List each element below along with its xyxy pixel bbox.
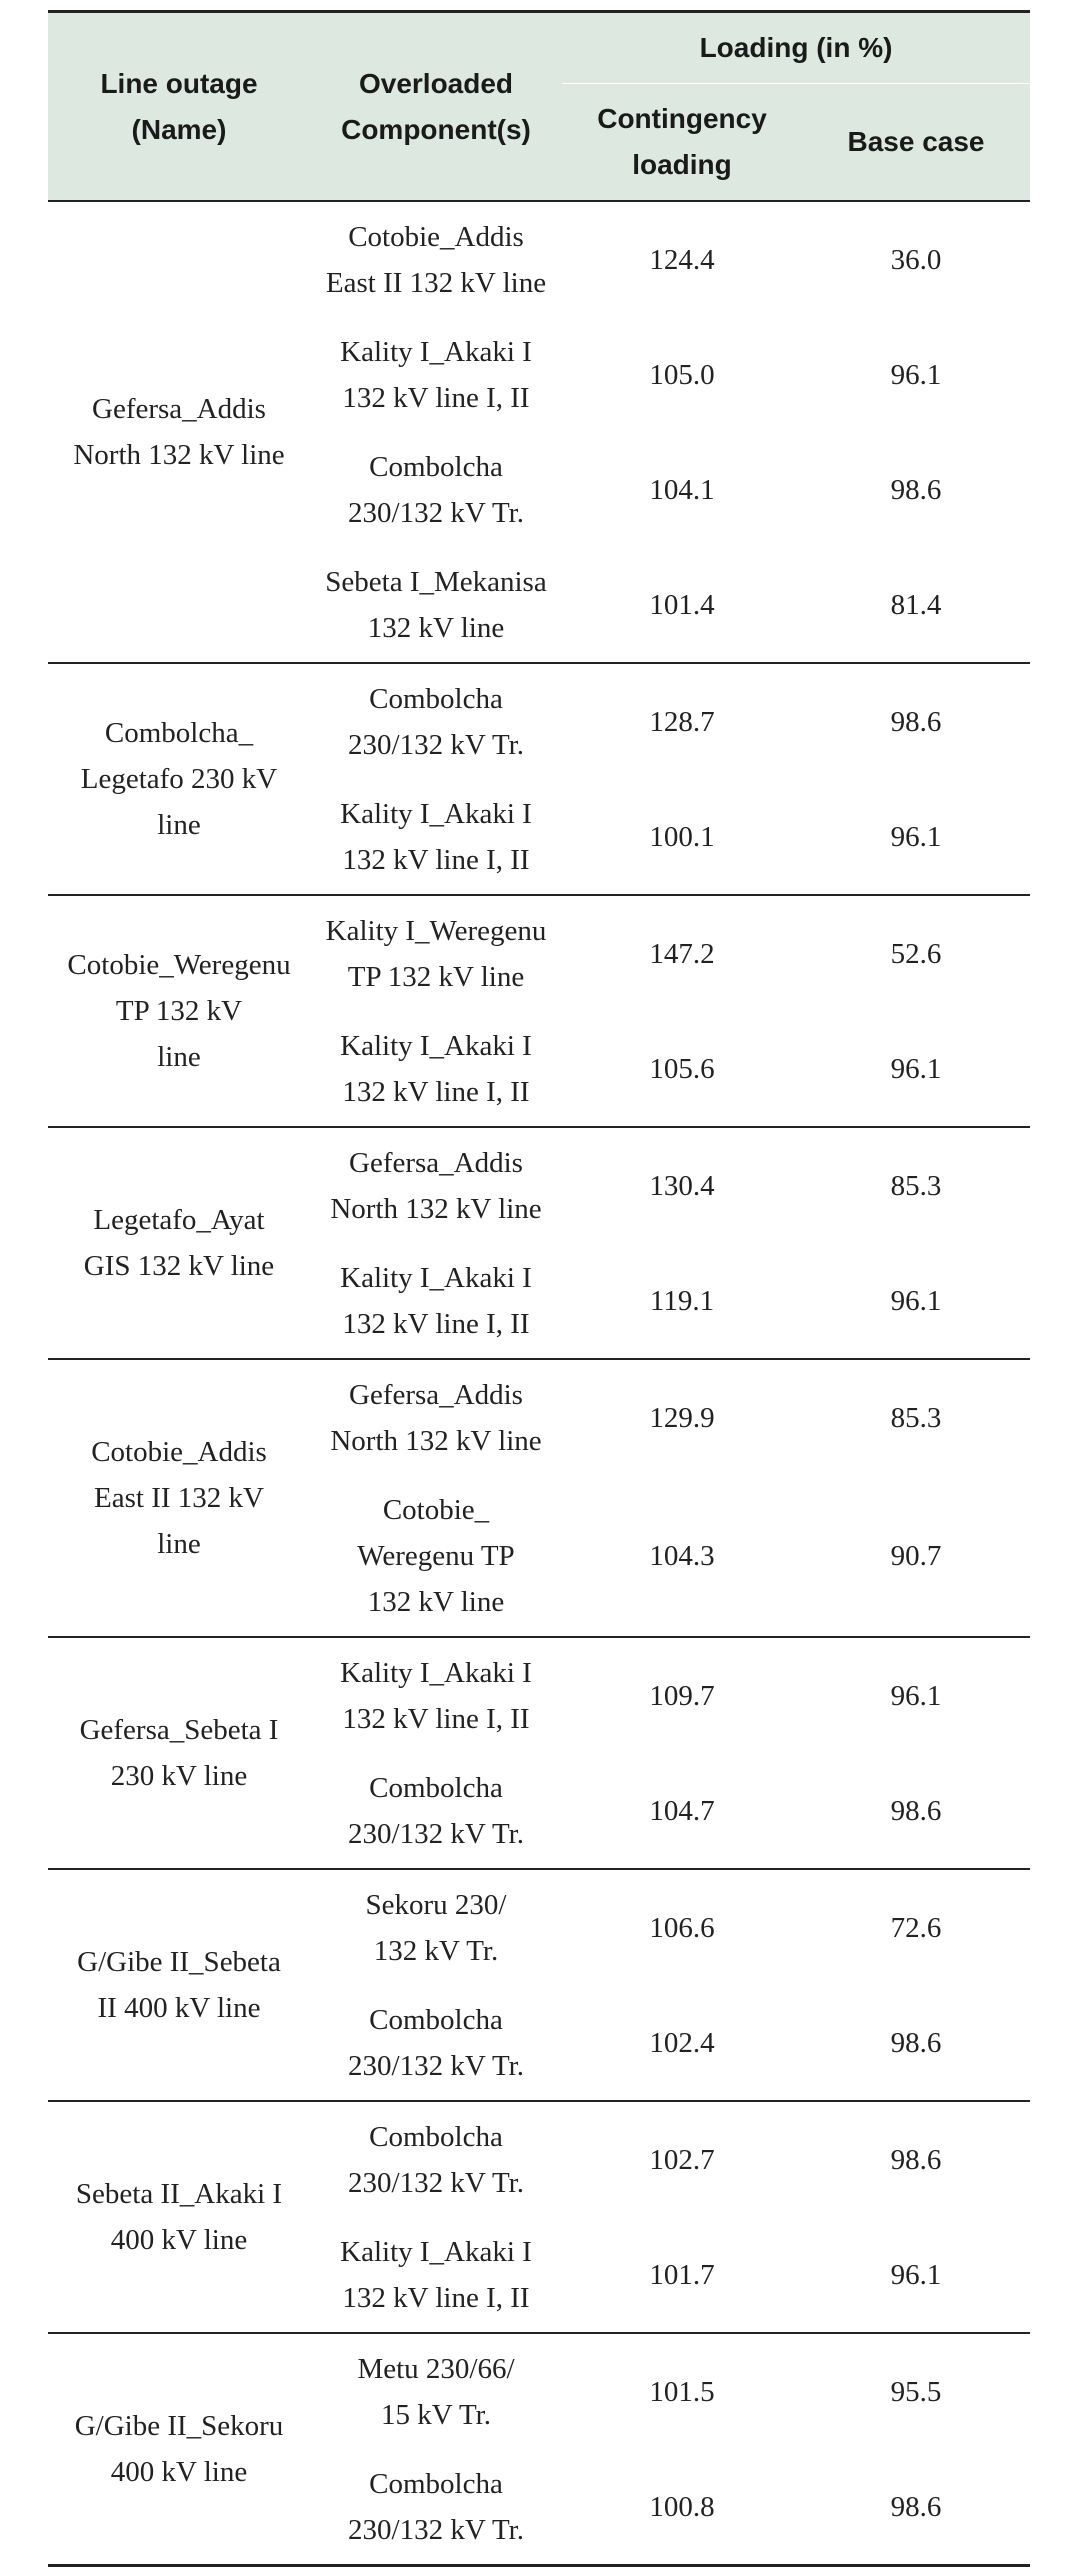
header-overloaded-components: Overloaded Component(s) [310,12,562,202]
overloaded-component-cell: Kality I_Akaki I 132 kV line I, II [340,1656,532,1735]
overloaded-component-cell: Combolcha 230/132 kV Tr. [348,2120,524,2199]
contingency-loading-cell: 101.7 [649,2258,715,2291]
base-case-cell: 98.6 [890,2026,942,2059]
line-outage-cell: G/Gibe II_Sekoru 400 kV line [74,2410,284,2488]
outage-group [48,201,1030,663]
table-row [48,1359,1030,1475]
contingency-loading-cell: 128.7 [649,705,715,738]
base-case-cell: 36.0 [890,243,942,276]
overloaded-component-cell: Combolcha 230/132 kV Tr. [348,2467,524,2546]
line-outage-cell: Cotobie_Weregenu TP 132 kV line [67,949,291,1073]
contingency-loading-cell: 101.5 [649,2375,715,2408]
table-row [48,895,1030,1011]
overloaded-component-cell: Cotobie_ Weregenu TP 132 kV line [357,1493,515,1618]
contingency-loading-cell: 106.6 [649,1911,715,1944]
header-line-outage: Line outage (Name) [48,12,310,202]
base-case-cell: 98.6 [890,473,942,506]
overloaded-component-cell: Kality I_Akaki I 132 kV line I, II [340,1261,532,1340]
contingency-loading-cell: 129.9 [649,1401,715,1434]
table-row [48,663,1030,779]
contingency-loading-cell: 102.4 [649,2026,715,2059]
overloaded-component-cell: Cotobie_Addis East II 132 kV line [325,220,547,299]
table-header [48,12,1030,202]
overloaded-component-cell: Kality I_Akaki I 132 kV line I, II [340,1029,532,1108]
line-outage-cell: Legetafo_Ayat GIS 132 kV line [83,1204,275,1282]
overloaded-component-cell: Combolcha 230/132 kV Tr. [348,1771,524,1850]
overloaded-component-cell: Sekoru 230/ 132 kV Tr. [365,1888,507,1967]
table-row [48,1637,1030,1753]
header-contingency-loading: Contingency loading [562,84,802,202]
base-case-cell: 98.6 [890,705,942,738]
table-row [48,1869,1030,1985]
line-outage-cell: Sebeta II_Akaki I 400 kV line [75,2178,283,2256]
base-case-cell: 96.1 [890,1284,942,1317]
contingency-loading-cell: 104.3 [649,1539,715,1572]
outage-group [48,1359,1030,1637]
contingency-loading-cell: 105.0 [649,358,715,391]
contingency-loading-cell: 105.6 [649,1052,715,1085]
line-outage-cell: Cotobie_Addis East II 132 kV line [91,1436,267,1560]
contingency-loading-cell: 147.2 [649,937,715,970]
contingency-loading-table [48,10,1030,2567]
base-case-cell: 85.3 [890,1169,942,1202]
base-case-cell: 95.5 [890,2375,942,2408]
overloaded-component-cell: Combolcha 230/132 kV Tr. [348,682,524,761]
base-case-cell: 96.1 [890,2258,942,2291]
base-case-cell: 96.1 [890,1052,942,1085]
overloaded-component-cell: Kality I_Akaki I 132 kV line I, II [340,335,532,414]
contingency-loading-cell: 104.7 [649,1794,715,1827]
contingency-loading-cell: 130.4 [649,1169,715,1202]
line-outage-cell: G/Gibe II_Sebeta II 400 kV line [77,1946,281,2024]
table-row [48,2333,1030,2449]
overloaded-component-cell: Combolcha 230/132 kV Tr. [348,2003,524,2082]
base-case-cell: 98.6 [890,1794,942,1827]
base-case-cell: 98.6 [890,2490,942,2523]
overloaded-component-cell: Kality I_Weregenu TP 132 kV line [325,914,547,993]
outage-group [48,1869,1030,2101]
contingency-loading-cell: 101.4 [649,588,715,621]
table-row [48,201,1030,317]
base-case-cell: 96.1 [890,358,942,391]
header-loading: Loading (in %) [562,12,1030,84]
contingency-loading-cell: 104.1 [649,473,715,506]
overloaded-component-cell: Gefersa_Addis North 132 kV line [330,1146,542,1225]
base-case-cell: 72.6 [890,1911,942,1944]
base-case-cell: 90.7 [890,1539,942,1572]
overloaded-component-cell: Kality I_Akaki I 132 kV line I, II [340,2235,532,2314]
overloaded-component-cell: Kality I_Akaki I 132 kV line I, II [340,797,532,876]
overloaded-component-cell: Metu 230/66/ 15 kV Tr. [357,2352,515,2431]
contingency-loading-cell: 102.7 [649,2143,715,2176]
overloaded-component-cell: Sebeta I_Mekanisa 132 kV line [325,565,547,644]
base-case-cell: 96.1 [890,820,942,853]
base-case-cell: 81.4 [890,588,942,621]
base-case-cell: 52.6 [890,937,942,970]
contingency-loading-cell: 100.8 [649,2490,715,2523]
outage-group [48,895,1030,1127]
outage-group [48,2333,1030,2566]
line-outage-cell: Gefersa_Addis North 132 kV line [73,393,285,471]
table-container [48,10,1030,2567]
contingency-loading-cell: 100.1 [649,820,715,853]
header-base-case: Base case [802,84,1030,202]
outage-group [48,2101,1030,2333]
base-case-cell: 85.3 [890,1401,942,1434]
outage-group [48,1637,1030,1869]
outage-group [48,1127,1030,1359]
table-row [48,2101,1030,2217]
contingency-loading-cell: 119.1 [649,1284,715,1317]
base-case-cell: 96.1 [890,1679,942,1712]
contingency-loading-cell: 124.4 [649,243,715,276]
line-outage-cell: Combolcha_ Legetafo 230 kV line [80,717,278,841]
overloaded-component-cell: Gefersa_Addis North 132 kV line [330,1378,542,1457]
overloaded-component-cell: Combolcha 230/132 kV Tr. [348,450,524,529]
table-row [48,1127,1030,1243]
base-case-cell: 98.6 [890,2143,942,2176]
outage-group [48,663,1030,895]
contingency-loading-cell: 109.7 [649,1679,715,1712]
line-outage-cell: Gefersa_Sebeta I 230 kV line [79,1714,279,1792]
